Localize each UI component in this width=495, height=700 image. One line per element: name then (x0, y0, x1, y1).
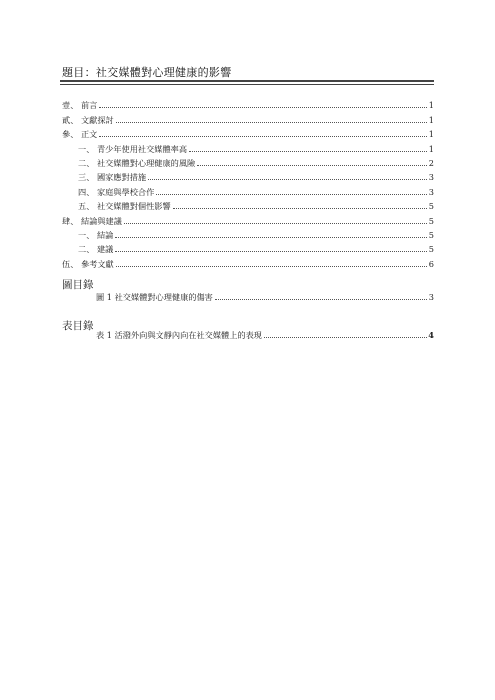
toc-entry[interactable] (62, 211, 434, 225)
title-rule-thin (60, 84, 434, 85)
table-index-list (96, 328, 434, 340)
toc-dot-leader (115, 251, 427, 252)
toc-entry-page: 3 (428, 186, 434, 197)
toc-entry-label: 三、 國家應對措施 (78, 172, 147, 183)
table_index-entry[interactable] (96, 328, 434, 340)
figure_index-entry-page: 3 (428, 292, 434, 302)
toc-entry-page: 1 (428, 114, 434, 125)
table_index-dot-leader (264, 337, 427, 338)
toc-entry-label: 一、 青少年使用社交媒體率高 (78, 143, 188, 154)
figure_index-entry[interactable] (96, 290, 434, 302)
toc-entry-label: 二、 社交媒體對心理健康的風險 (78, 157, 196, 168)
toc-entry-page: 5 (428, 244, 434, 255)
toc-entry-page: 6 (428, 258, 434, 269)
toc-entry[interactable] (62, 110, 434, 124)
figure-index-heading: 圖目錄 (62, 279, 94, 291)
toc-entry-label: 肆、 結論與建議 (62, 215, 122, 226)
toc-entry-page: 5 (428, 229, 434, 240)
toc-dot-leader (148, 179, 427, 180)
document-title: 題目：社交媒體對心理健康的影響 (62, 66, 232, 79)
toc-entry-page: 1 (428, 100, 434, 111)
toc-dot-leader (116, 266, 427, 267)
toc-entry[interactable] (62, 125, 434, 139)
toc-entry[interactable] (62, 139, 434, 153)
toc-entry-label: 二、 建議 (78, 244, 114, 255)
toc-dot-leader (116, 122, 427, 123)
toc-entry-label: 一、 結論 (78, 229, 114, 240)
table-of-contents (62, 96, 434, 269)
toc-entry-label: 貳、 文獻探討 (62, 114, 114, 125)
toc-entry[interactable] (62, 240, 434, 254)
toc-entry[interactable] (62, 168, 434, 182)
toc-entry[interactable] (62, 96, 434, 110)
table_index-entry-page: 4 (428, 330, 434, 340)
figure_index-entry-label: 圖 1 社交媒體對心理健康的傷害 (96, 292, 213, 302)
toc-entry-label: 五、 社交媒體對個性影響 (78, 201, 171, 212)
table-index-heading: 表目錄 (62, 320, 94, 332)
toc-dot-leader (156, 194, 427, 195)
toc-entry[interactable] (62, 197, 434, 211)
table_index-entry-label: 表 1 活潑外向與文靜內向在社交媒體上的表現 (96, 330, 262, 340)
toc-dot-leader (115, 237, 427, 238)
toc-entry-page: 5 (428, 201, 434, 212)
title-rule-thick (60, 80, 434, 82)
toc-dot-leader (173, 208, 427, 209)
toc-entry[interactable] (62, 154, 434, 168)
toc-dot-leader (189, 151, 427, 152)
toc-dot-leader (124, 223, 427, 224)
toc-entry-label: 四、 家庭與學校合作 (78, 186, 155, 197)
toc-entry-page: 3 (428, 172, 434, 183)
toc-entry-label: 壹、 前言 (62, 100, 98, 111)
toc-entry-page: 1 (428, 143, 434, 154)
toc-entry-page: 1 (428, 129, 434, 140)
toc-entry-page: 5 (428, 215, 434, 226)
figure-index-list (96, 290, 434, 302)
toc-entry[interactable] (62, 226, 434, 240)
toc-entry[interactable] (62, 254, 434, 268)
toc-entry-label: 伍、 參考文獻 (62, 258, 114, 269)
toc-entry-page: 2 (428, 157, 434, 168)
toc-entry-label: 參、 正文 (62, 129, 98, 140)
toc-dot-leader (197, 165, 427, 166)
toc-dot-leader (99, 136, 427, 137)
figure_index-dot-leader (215, 299, 427, 300)
toc-entry[interactable] (62, 182, 434, 196)
toc-dot-leader (99, 107, 427, 108)
